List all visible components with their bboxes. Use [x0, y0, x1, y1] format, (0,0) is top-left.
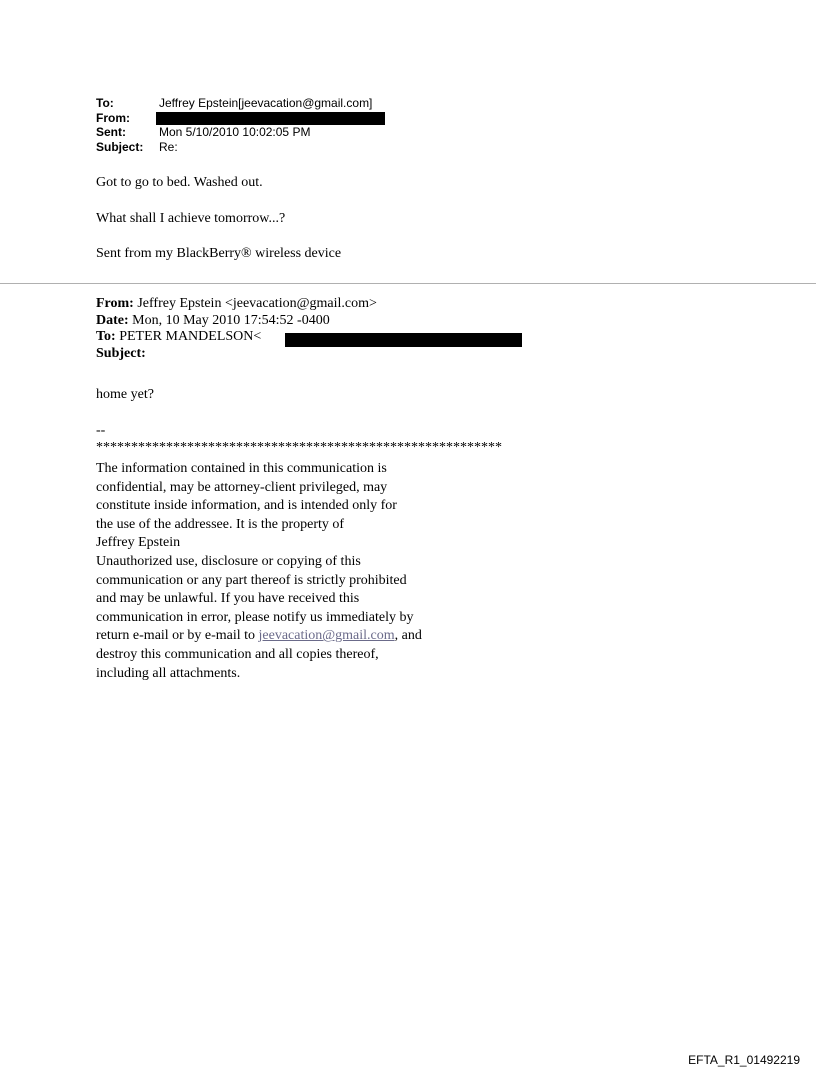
confidentiality-disclaimer: [96, 460, 422, 683]
header-sent-row: [96, 125, 372, 140]
disclaimer-line: including all attachments.: [96, 665, 241, 681]
quoted-message-body: home yet?: [96, 387, 154, 402]
quoted-date-label: Date:: [96, 312, 129, 328]
quoted-to-label: To:: [96, 329, 116, 344]
sent-value: Mon 5/10/2010 10:02:05 PM: [159, 125, 311, 139]
disclaimer-line: communication in error, please notify us immediately by: [96, 609, 414, 625]
message-divider: [0, 283, 816, 284]
signature-dashes: --: [96, 423, 106, 438]
quoted-to-row: [96, 329, 377, 346]
disclaimer-text: , and: [394, 628, 422, 644]
disclaimer-line: [96, 627, 422, 646]
quoted-from-label: From:: [96, 296, 134, 311]
disclaimer-line: The information contained in this communication is: [96, 461, 387, 476]
disclaimer-line: Unauthorized use, disclosure or copying of this: [96, 553, 361, 569]
header-to-row: [96, 96, 372, 111]
redaction-from: [156, 112, 385, 125]
body-signature: Sent from my BlackBerry® wireless device: [96, 246, 342, 261]
quoted-date-row: [96, 313, 377, 330]
quoted-to-value: PETER MANDELSON<: [115, 329, 262, 344]
quoted-from-row: [96, 296, 377, 313]
disclaimer-line: communication or any part thereof is strictly prohibited: [96, 572, 407, 588]
body-line-2: What shall I achieve tomorrow...?: [96, 211, 286, 226]
header-subject-row: [96, 140, 372, 155]
quoted-subject-row: [96, 346, 377, 363]
email-link[interactable]: jeevacation@gmail.com: [258, 628, 395, 644]
subject-label: Subject:: [96, 139, 144, 154]
disclaimer-line: the use of the addressee. It is the property of: [96, 516, 345, 532]
document-id: EFTA_R1_01492219: [688, 1053, 800, 1067]
disclaimer-text: return e-mail or by e-mail to: [96, 628, 259, 644]
to-value: Jeffrey Epstein[jeevacation@gmail.com]: [159, 96, 373, 110]
disclaimer-line: destroy this communication and all copies thereof,: [96, 646, 379, 662]
subject-value: Re:: [159, 139, 178, 154]
disclaimer-line: confidential, may be attorney-client privileged, may: [96, 479, 388, 495]
email-header: [96, 96, 372, 154]
body-line-1: Got to go to bed. Washed out.: [96, 175, 263, 190]
from-label: From:: [96, 110, 130, 125]
disclaimer-line: and may be unlawful. If you have received this: [96, 591, 360, 607]
quoted-subject-label: Subject:: [96, 345, 146, 361]
quoted-from-value: Jeffrey Epstein <jeevacation@gmail.com>: [133, 296, 377, 311]
disclaimer-line: constitute inside information, and is intended only for: [96, 498, 397, 514]
to-label: To:: [96, 96, 114, 110]
quoted-date-value: Mon, 10 May 2010 17:54:52 -0400: [128, 312, 330, 328]
sent-label: Sent:: [96, 125, 126, 139]
disclaimer-line: Jeffrey Epstein: [96, 535, 181, 551]
quoted-message-header: [96, 296, 377, 362]
signature-stars: **********************************************************: [96, 440, 502, 455]
